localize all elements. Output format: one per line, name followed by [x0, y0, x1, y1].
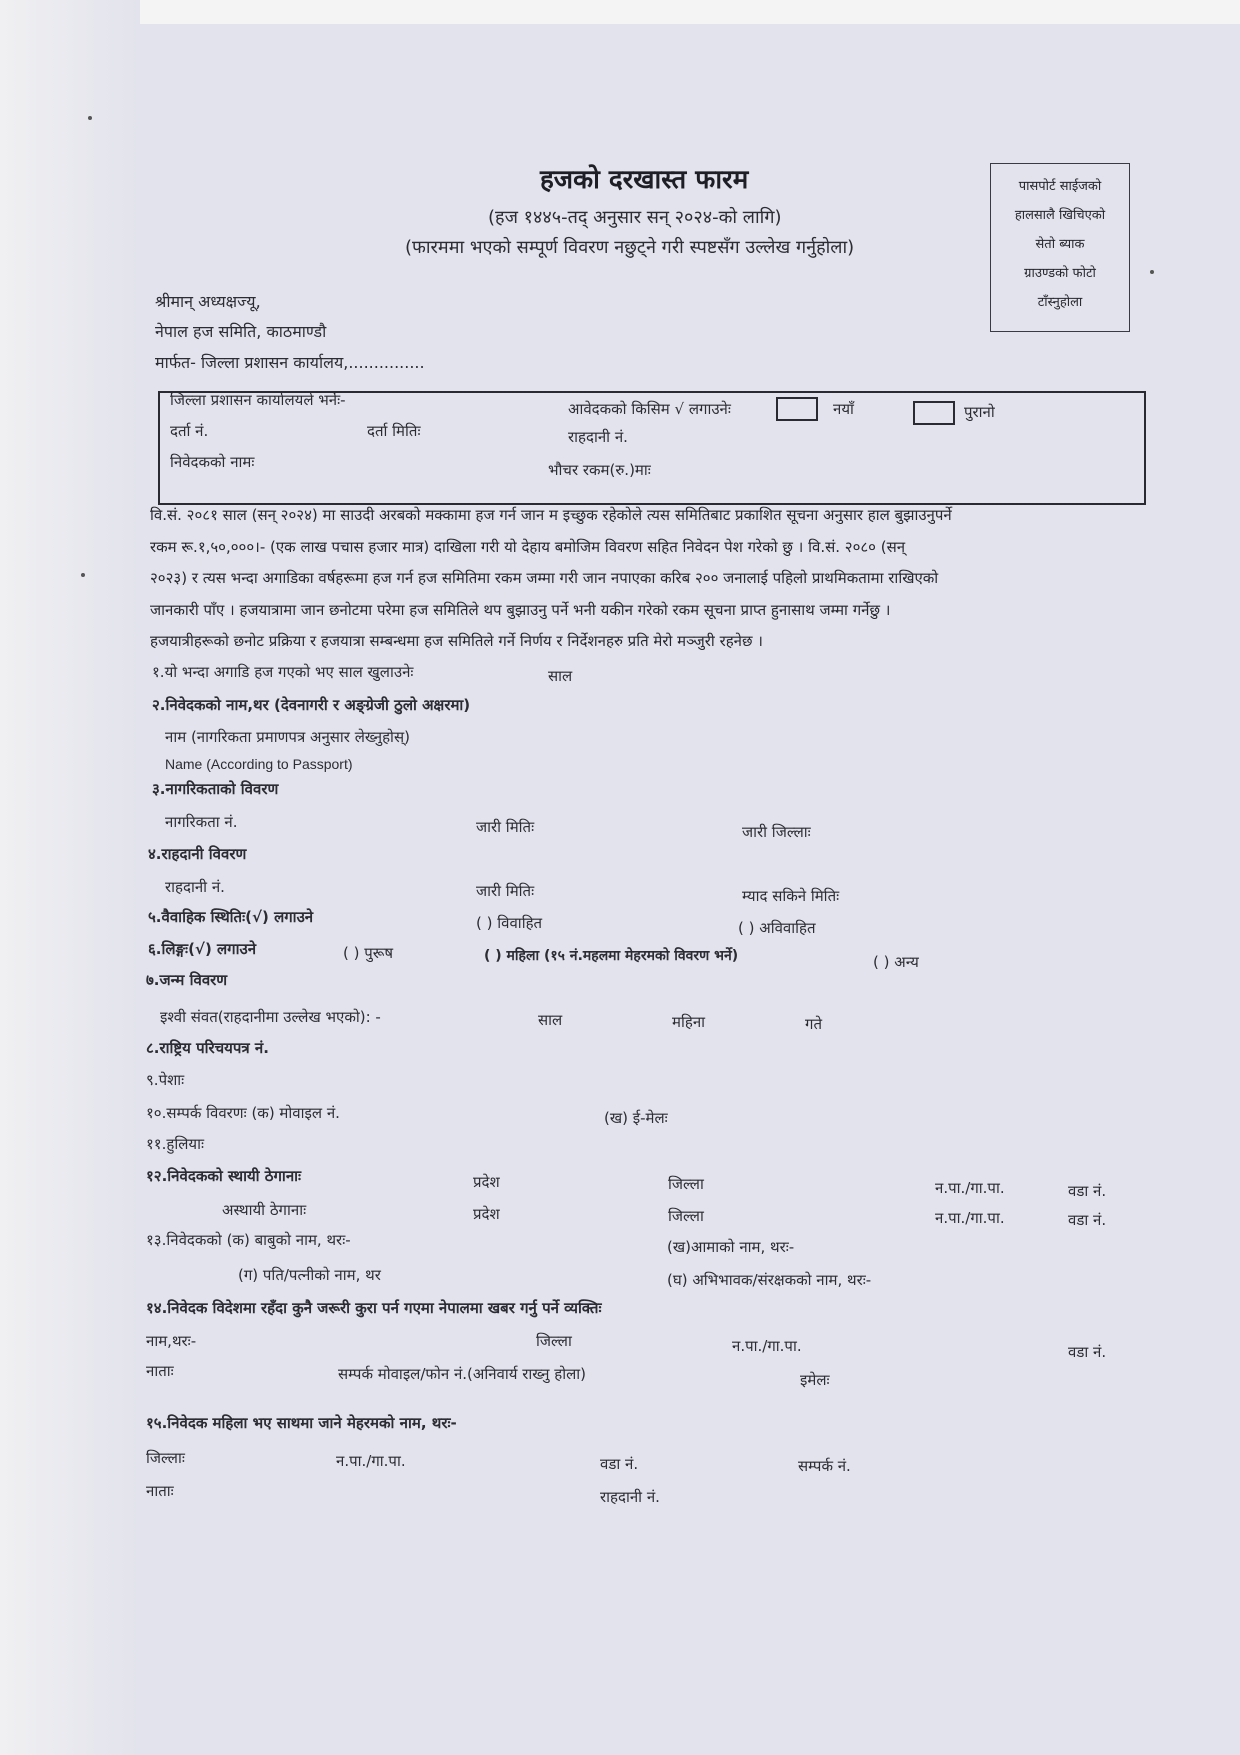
contact-municipality-field[interactable]: न.पा./गा.पा. — [732, 1337, 802, 1355]
field-15-label: १५.निवेदक महिला भए साथमा जाने मेहरमको नाम, थरः- — [146, 1414, 457, 1432]
birth-month-field[interactable]: महिना — [672, 1013, 706, 1031]
declaration-paragraph — [150, 500, 1155, 658]
email-field[interactable]: (ख) ई-मेलः — [604, 1109, 668, 1127]
old-label: पुरानो — [964, 403, 995, 421]
contact-ward-field[interactable]: वडा नं. — [1068, 1343, 1107, 1361]
applicant-type-label: आवेदकको किसिम √ लगाउनेः — [568, 400, 731, 418]
passport-expiry-field[interactable]: म्याद सकिने मितिः — [742, 887, 840, 905]
contact-district-field[interactable]: जिल्ला — [536, 1332, 572, 1350]
mahram-municipality-field[interactable]: न.पा./गा.पा. — [336, 1452, 406, 1470]
field-13-label: १३.निवेदकको (क) बाबुको नाम, थरः- — [146, 1231, 351, 1249]
paragraph-line: रकम रू.१,५०,०००।- (एक लाख पचास हजार मात्र) दाखिला गरी यो देहाय बमोजिम विवरण सहित निवेदन पेश गरेको छु । वि.सं. २०८० (सन् — [150, 537, 906, 556]
mahram-relation-field[interactable]: नाताः — [146, 1482, 174, 1500]
permanent-province-field[interactable]: प्रदेश — [473, 1173, 500, 1191]
temporary-ward-field[interactable]: वडा नं. — [1068, 1211, 1107, 1229]
photo-box-line: सेतो ब्याक — [1035, 237, 1085, 252]
name-passport-field[interactable]: Name (According to Passport) — [165, 756, 353, 772]
contact-relation-field[interactable]: नाताः — [146, 1362, 174, 1380]
birth-year-field[interactable]: साल — [538, 1011, 563, 1029]
field-9-label: ९.पेशाः — [146, 1071, 185, 1089]
field-14-label: १४.निवेदक विदेशमा रहँदा कुनै जरूरी कुरा पर्न गएमा नेपालमा खबर गर्नु पर्ने व्यक्तिः — [146, 1299, 602, 1317]
addressee-line: श्रीमान् अध्यक्षज्यू, — [155, 292, 261, 311]
photo-box-line: टाँस्नुहोला — [1037, 295, 1083, 310]
female-option[interactable]: ( ) महिला (१५ नं.महलमा मेहरमको विवरण भर्ने) — [484, 948, 739, 964]
scan-speck — [88, 116, 92, 120]
old-checkbox[interactable] — [913, 401, 955, 425]
field-6-label: ६.लिङ्गः(√) लगाउने — [148, 940, 257, 958]
scan-speck — [81, 573, 85, 577]
new-label: नयाँ — [833, 400, 854, 418]
addressee-line: नेपाल हज समिति, काठमाण्डौ — [155, 322, 327, 341]
birth-date-ad-label: इश्वी संवत(राहदानीमा उल्लेख भएको): - — [160, 1008, 381, 1026]
temporary-municipality-field[interactable]: न.पा./गा.पा. — [935, 1209, 1005, 1227]
field-1-label: १.यो भन्दा अगाडि हज गएको भए साल खुलाउनेः — [152, 663, 414, 681]
spouse-name-field[interactable]: (ग) पति/पत्नीको नाम, थर — [238, 1266, 381, 1284]
contact-phone-field[interactable]: सम्पर्क मोवाइल/फोन नं.(अनिवार्य राख्नु होला) — [338, 1365, 587, 1383]
field-3-label: ३.नागरिकताको विवरण — [152, 780, 279, 798]
mother-name-field[interactable]: (ख)आमाको नाम, थरः- — [667, 1238, 795, 1256]
name-nepali-field[interactable]: नाम (नागरिकता प्रमाणपत्र अनुसार लेख्नुहोस्) — [165, 728, 410, 746]
passport-date-field[interactable]: जारी मितिः — [476, 882, 535, 900]
permanent-ward-field[interactable]: वडा नं. — [1068, 1182, 1107, 1200]
field-12-label: १२.निवेदकको स्थायी ठेगानाः — [146, 1167, 302, 1185]
paragraph-line: वि.सं. २०८१ साल (सन् २०२४) मा साउदी अरबको मक्कामा हज गर्न जान म इच्छुक रहेकोले त्यस समितिबाट प्रकाशित सूचना अनुसार हाल बुझाउनुपर्ने — [150, 506, 952, 524]
voucher-label: भौचर रकम(रु.)माः — [548, 461, 651, 479]
citizenship-district-field[interactable]: जारी जिल्लाः — [742, 823, 811, 841]
reg-no-label: दर्ता नं. — [170, 422, 209, 440]
new-checkbox[interactable] — [776, 397, 818, 421]
paragraph-line: जानकारी पाँए । हजयात्रामा जान छनोटमा परेमा हज समितिले थप बुझाउनु पर्ने भनी यकीन गरेको रकम सूचना प्राप्त हुनासाथ जम्मा गर्नेछु । — [150, 600, 891, 619]
paragraph-line: हजयात्रीहरूको छनोट प्रक्रिया र हजयात्रा सम्बन्धमा हज समितिले गर्ने निर्णय र निर्देशनहरु प्रति मेरो मञ्जुरी रहनेछ । — [150, 632, 763, 650]
form-title: हजको दरखास्त फारम — [540, 165, 749, 195]
field-1-year[interactable]: साल — [548, 667, 573, 685]
paragraph-line: २०२३) र त्यस भन्दा अगाडिका वर्षहरूमा हज गर्न हज समितिमा रकम जम्मा गरी जान नपाएका करिब २०० जनालाई पहिलो प्राथमिकतामा राखिएको — [150, 569, 939, 587]
field-7-label: ७.जन्म विवरण — [146, 971, 228, 989]
contact-email-field[interactable]: इमेलः — [800, 1371, 830, 1389]
temporary-province-field[interactable]: प्रदेश — [473, 1205, 500, 1223]
field-4-label: ४.राहदानी विवरण — [148, 845, 247, 863]
photo-box-line: ग्राउण्डको फोटो — [1024, 266, 1096, 281]
mahram-district-field[interactable]: जिल्लाः — [146, 1449, 185, 1467]
form-instruction: (फारममा भएको सम्पूर्ण विवरण नछुट्ने गरी स्पष्टसँग उल्लेख गर्नुहोला) — [405, 237, 855, 258]
mahram-contact-field[interactable]: सम्पर्क नं. — [798, 1457, 851, 1475]
photo-box-line: हालसालै खिचिएको — [1014, 208, 1106, 223]
applicant-name-label: निवेदकको नामः — [170, 453, 255, 471]
reg-date-label: दर्ता मितिः — [367, 422, 421, 440]
office-passport-label: राहदानी नं. — [568, 428, 628, 446]
passport-no-field[interactable]: राहदानी नं. — [165, 878, 225, 896]
citizenship-date-field[interactable]: जारी मितिः — [476, 818, 535, 836]
male-option[interactable]: ( ) पुरूष — [343, 944, 394, 962]
permanent-municipality-field[interactable]: न.पा./गा.पा. — [935, 1179, 1005, 1197]
photo-box-line: पासपोर्ट साईजको — [1018, 179, 1102, 194]
unmarried-option[interactable]: ( ) अविवाहित — [738, 919, 816, 937]
mahram-ward-field[interactable]: वडा नं. — [600, 1455, 639, 1473]
form-subtitle: (हज १४४५-तद् अनुसार सन् २०२४-को लागि) — [488, 207, 782, 228]
field-2-label: २.निवेदकको नाम,थर (देवनागरी र अङ्ग्रेजी ठुलो अक्षरमा) — [152, 696, 471, 714]
field-8-label: ८.राष्ट्रिय परिचयपत्र नं. — [146, 1039, 269, 1057]
other-gender-option[interactable]: ( ) अन्य — [873, 953, 919, 971]
office-heading: जिल्ला प्रशासन कार्यालयले भर्नेः- — [170, 391, 346, 409]
photo-box[interactable] — [990, 163, 1130, 332]
citizenship-no-field[interactable]: नागरिकता नं. — [165, 813, 238, 831]
addressee-line: मार्फत- जिल्ला प्रशासन कार्यालय,............... — [155, 353, 425, 372]
mahram-passport-field[interactable]: राहदानी नं. — [600, 1488, 660, 1506]
temporary-district-field[interactable]: जिल्ला — [668, 1207, 704, 1225]
field-11-label: ११.हुलियाः — [146, 1135, 205, 1153]
scan-speck — [1150, 270, 1154, 274]
married-option[interactable]: ( ) विवाहित — [476, 914, 543, 932]
permanent-district-field[interactable]: जिल्ला — [668, 1175, 704, 1193]
guardian-name-field[interactable]: (घ) अभिभावक/संरक्षकको नाम, थरः- — [667, 1271, 872, 1289]
field-5-label: ५.वैवाहिक स्थितिः(√) लगाउने — [148, 908, 314, 926]
birth-day-field[interactable]: गते — [805, 1015, 822, 1033]
temporary-address-label: अस्थायी ठेगानाः — [222, 1201, 307, 1219]
contact-person-name-field[interactable]: नाम,थरः- — [146, 1332, 197, 1350]
field-10-label: १०.सम्पर्क विवरणः (क) मोवाइल नं. — [146, 1104, 340, 1122]
